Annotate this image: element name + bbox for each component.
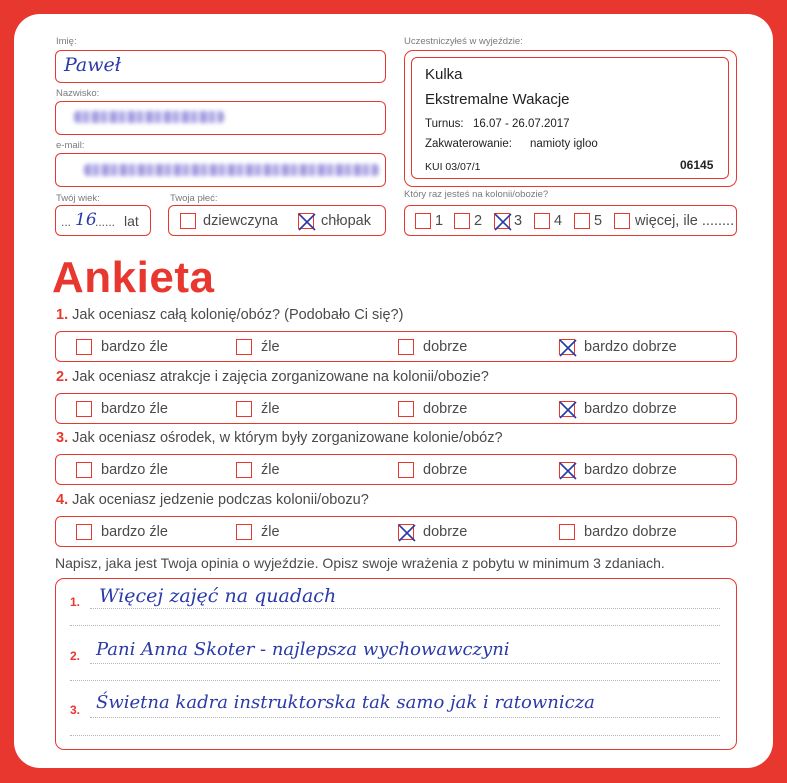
check-mark-icon [557,460,579,482]
age-unit: lat [124,213,139,229]
rating-row-2 [55,393,737,424]
times-checkbox-4[interactable] [534,213,550,229]
writing-line [70,735,720,736]
trip-card [411,57,729,179]
times-checkbox-5[interactable] [574,213,590,229]
opinion-text-2: Pani Anna Skoter - najlepsza wychowawczyni [96,639,510,660]
question-number: 3. [56,430,69,446]
rating-checkbox[interactable] [398,401,414,417]
question-text: Jak oceniasz atrakcje i zajęcia zorganizowane na kolonii/obozie? [72,368,489,385]
question-3 [56,430,503,446]
question-2 [56,369,489,385]
writing-line [70,680,720,681]
opinion-text-1: Więcej zajęć na quadach [99,585,337,607]
age-field[interactable] [55,205,151,236]
opinion-number-3: 3. [70,703,81,717]
survey-title: Ankieta [52,253,215,302]
rating-checkbox[interactable] [236,462,252,478]
email-field[interactable] [55,153,386,187]
gender-option-boy: chłopak [321,213,371,229]
rating-option-label: źle [261,339,280,355]
question-text: Jak oceniasz całą kolonię/obóz? (Podobało Ci się?) [72,307,404,323]
question-text: Jak oceniasz jedzenie podczas kolonii/obozu? [72,491,369,508]
rating-option-label: dobrze [423,400,468,417]
times-option-1: 1 [435,213,444,229]
age-dots-after: ...... [95,215,116,229]
trip-program: Ekstremalne Wakacje [425,91,570,108]
rating-row-1 [55,331,737,362]
turnus-value: 16.07 - 26.07.2017 [473,118,570,130]
writing-line [90,663,720,664]
rating-option-label: bardzo źle [101,339,168,355]
question-text: Jak oceniasz ośrodek, w którym były zorganizowane kolonie/obóz? [72,430,503,446]
trip-card-frame [404,50,737,187]
rating-option-label: źle [261,462,280,478]
writing-line [70,625,720,626]
times-field [404,205,737,236]
trip-label: Uczestniczyłeś w wyjeździe: [404,36,523,47]
times-checkbox-1[interactable] [415,213,431,229]
rating-option-label: dobrze [423,339,468,355]
check-mark-icon [557,337,579,359]
email-redacted [84,164,379,176]
rating-checkbox[interactable] [236,401,252,417]
rating-checkbox[interactable] [236,339,252,355]
opinion-text-3: Świetna kadra instruktorska tak samo jak i ratownicza [96,692,595,713]
gender-checkbox-boy[interactable] [298,213,314,229]
times-option-4: 4 [554,213,563,229]
times-option-more: więcej, ile ........ [635,213,735,229]
rating-option-label: bardzo źle [101,462,168,478]
rating-row-4 [55,516,737,547]
gender-field [168,205,386,236]
rating-checkbox[interactable] [76,524,92,540]
age-label: Twój wiek: [56,193,100,204]
turnus-label: Turnus: [425,118,464,130]
rating-option-label: dobrze [423,523,468,540]
times-checkbox-2[interactable] [454,213,470,229]
rating-checkbox[interactable] [559,524,575,540]
gender-label: Twoja płeć: [170,193,218,204]
check-mark-icon [492,211,514,233]
name-value: Paweł [64,54,121,76]
times-checkbox-3[interactable] [494,213,510,229]
rating-option-label: dobrze [423,462,468,478]
times-label: Który raz jesteś na kolonii/obozie? [404,189,549,200]
rating-option-label: źle [261,523,280,540]
lodging-value: namioty igloo [530,138,598,150]
rating-checkbox[interactable] [398,524,414,540]
times-option-2: 2 [474,213,483,229]
rating-checkbox[interactable] [76,339,92,355]
writing-line [90,608,720,609]
trip-code: KUI 03/07/1 [425,161,481,173]
email-label: e-mail: [56,140,85,151]
rating-row-3 [55,454,737,485]
check-mark-icon [557,399,579,421]
rating-option-label: bardzo dobrze [584,523,677,540]
lodging-label: Zakwaterowanie: [425,138,512,150]
opinion-box[interactable] [55,578,737,750]
name-label: Imię: [56,36,77,47]
times-option-3: 3 [514,213,523,229]
rating-checkbox[interactable] [76,462,92,478]
trip-number: 06145 [680,158,714,172]
surname-redacted [74,111,224,123]
check-mark-icon [296,211,318,233]
rating-checkbox[interactable] [236,524,252,540]
question-1 [56,307,403,323]
question-number: 2. [56,368,69,385]
trip-name: Kulka [425,66,463,83]
writing-line [90,717,720,718]
age-dots-before: ... [61,215,72,229]
times-checkbox-more[interactable] [614,213,630,229]
rating-checkbox[interactable] [76,401,92,417]
rating-checkbox[interactable] [559,401,575,417]
rating-option-label: bardzo źle [101,523,168,540]
question-number: 4. [56,491,69,508]
age-value: 16 [75,210,97,230]
rating-option-label: bardzo dobrze [584,339,677,355]
rating-checkbox[interactable] [559,339,575,355]
opinion-number-2: 2. [70,649,81,663]
rating-option-label: bardzo dobrze [584,462,677,478]
opinion-number-1: 1. [70,595,81,609]
question-4 [56,492,369,508]
rating-option-label: źle [261,400,280,417]
rating-option-label: bardzo dobrze [584,400,677,417]
surname-field[interactable] [55,101,386,135]
surname-label: Nazwisko: [56,88,100,99]
rating-checkbox[interactable] [398,462,414,478]
rating-checkbox[interactable] [398,339,414,355]
check-mark-icon [396,522,418,544]
question-number: 1. [56,307,69,323]
times-option-5: 5 [594,213,603,229]
gender-checkbox-girl[interactable] [180,213,196,229]
opinion-prompt: Napisz, jaka jest Twoja opinia o wyjeździe. Opisz swoje wrażenia z pobytu w minimum 3 zdaniach. [55,555,665,571]
rating-option-label: bardzo źle [101,400,168,417]
gender-option-girl: dziewczyna [203,213,278,229]
name-field[interactable] [55,50,386,83]
rating-checkbox[interactable] [559,462,575,478]
